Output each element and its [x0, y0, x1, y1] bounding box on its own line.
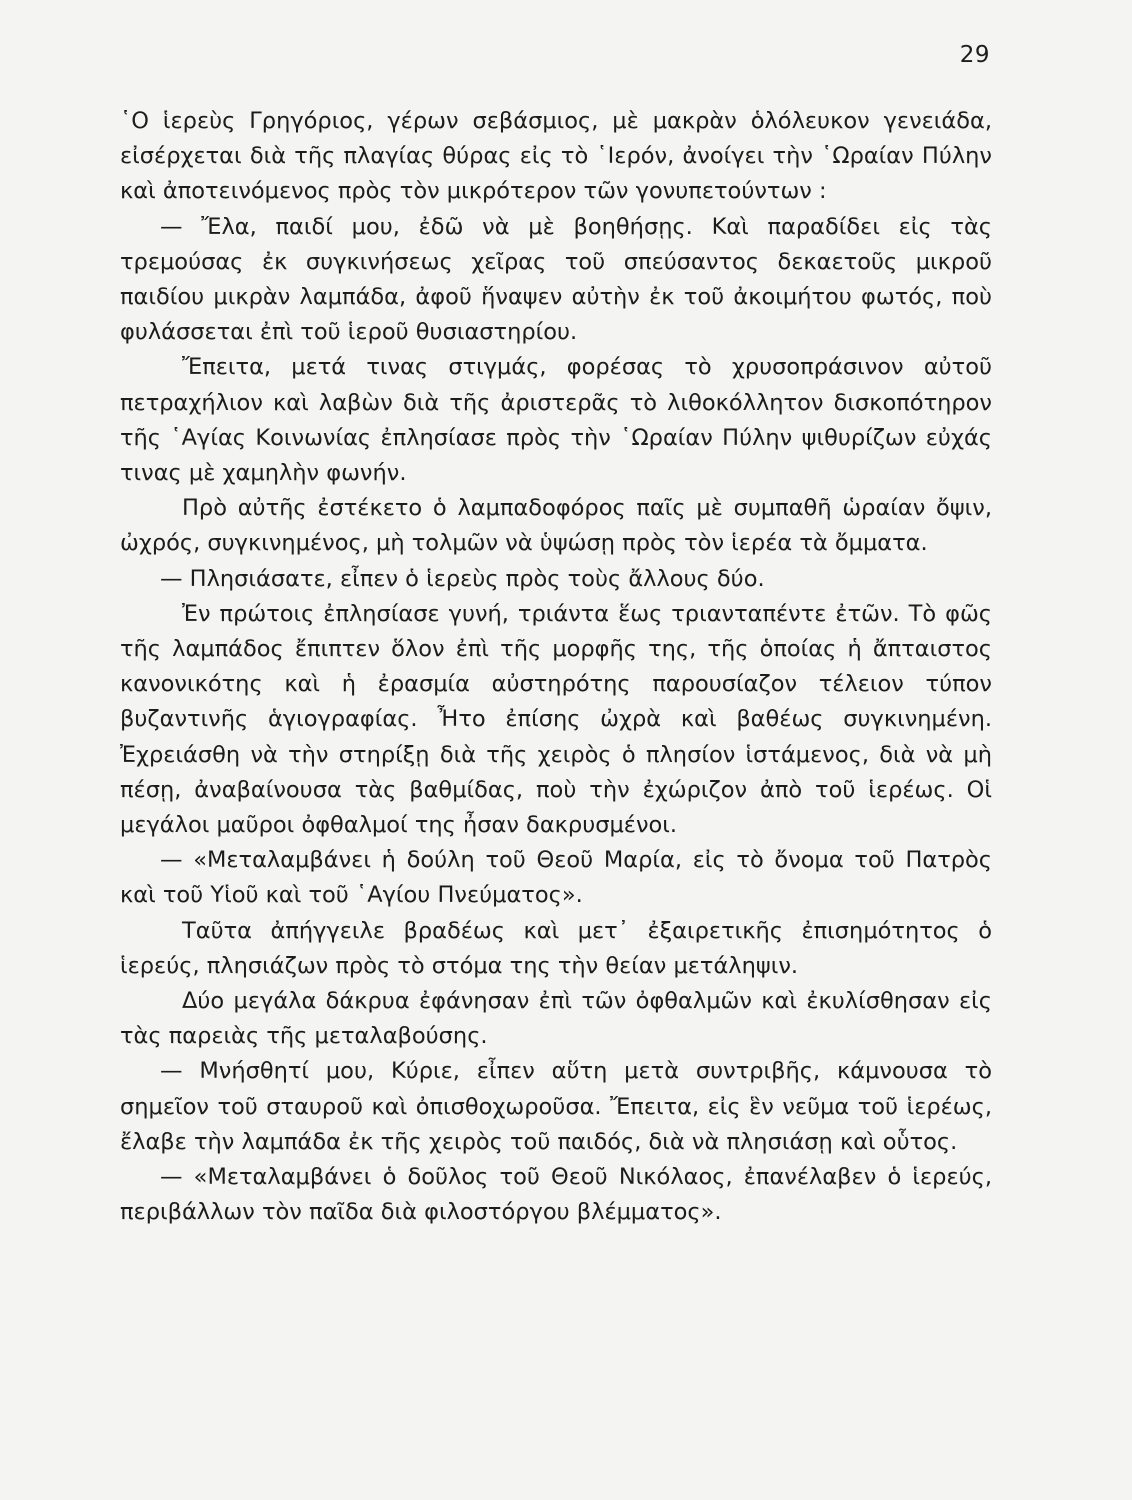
paragraph-6: Ἐν πρώτοις ἐπλησίασε γυνή, τριάντα ἕως τριανταπέντε ἐτῶν. Τὸ φῶς τῆς λαμπάδος ἔπιπτεν ὅλον ἐπὶ τῆς μορφῆς της, τῆς ὁποίας ἡ ἄπταιστος κανονικότης καὶ ἡ ἐρασμία αὐστηρότης παρουσίαζον τέλειον τύπον βυζαντινῆς ἁγιογραφίας. Ἦτο ἐπίσης ὠχρὰ καὶ βαθέως συγκινημένη. Ἐχρειάσθη νὰ τὴν στηρίξῃ διὰ τῆς χειρὸς ὁ πλησίον ἱστάμενος, διὰ νὰ μὴ πέσῃ, ἀναβαίνουσα τὰς βαθμίδας, ποὺ τὴν ἐχώριζον ἀπὸ τοῦ ἱερέως. Οἱ μεγάλοι μαῦροι ὀφθαλμοί της ἦσαν δακρυσμένοι. — [120, 600, 992, 839]
paragraph-9: Δύο μεγάλα δάκρυα ἐφάνησαν ἐπὶ τῶν ὀφθαλμῶν καὶ ἐκυλίσθησαν εἰς τὰς παρειὰς τῆς μεταλαβούσης. — [120, 988, 992, 1050]
paragraph-2: — Ἔλα, παιδί μου, ἐδῶ νὰ μὲ βοηθήσῃς. Καὶ παραδίδει εἰς τὰς τρεμούσας ἐκ συγκινήσεως χεῖρας τοῦ σπεύσαντος δεκαετοῦς μικροῦ παιδίου μικρὰν λαμπάδα, ἀφοῦ ἥναψεν αὐτὴν ἐκ τοῦ ἀκοιμήτου φωτός, ποὺ φυλάσσεται ἐπὶ τοῦ ἱεροῦ θυσιαστηρίου. — [120, 213, 992, 346]
paragraph-1: ῾Ο ἱερεὺς Γρηγόριος, γέρων σεβάσμιος, μὲ μακρὰν ὁλόλευκον γενειάδα, εἰσέρχεται διὰ τῆς πλαγίας θύρας εἰς τὸ ῾Ιερόν, ἀνοίγει τὴν ῾Ωραίαν Πύλην καὶ ἀποτεινόμενος πρὸς τὸν μικρότερον τῶν γονυπετούντων : — [120, 108, 992, 205]
paragraph-8: Ταῦτα ἀπήγγειλε βραδέως καὶ μετ᾽ ἐξαιρετικῆς ἐπισημότητος ὁ ἱερεύς, πλησιάζων πρὸς τὸ στόμα της τὴν θείαν μετάληψιν. — [120, 917, 992, 979]
paragraph-11: — «Μεταλαμβάνει ὁ δοῦλος τοῦ Θεοῦ Νικόλαος, ἐπανέλαβεν ὁ ἱερεύς, περιβάλλων τὸν παῖδα διὰ φιλοστόργου βλέμματος». — [120, 1164, 992, 1226]
paragraph-10: — Μνήσθητί μου, Κύριε, εἶπεν αὕτη μετὰ συντριβῆς, κάμνουσα τὸ σημεῖον τοῦ σταυροῦ καὶ ὀπισθοχωροῦσα. Ἔπειτα, εἰς ἓν νεῦμα τοῦ ἱερέως, ἔλαβε τὴν λαμπάδα ἐκ τῆς χειρὸς τοῦ παιδός, διὰ νὰ πλησιάσῃ καὶ οὗτος. — [120, 1058, 992, 1155]
paragraph-3: Ἔπειτα, μετά τινας στιγμάς, φορέσας τὸ χρυσοπράσινον αὐτοῦ πετραχήλιον καὶ λαβὼν διὰ τῆς ἀριστερᾶς τὸ λιθοκόλλητον δισκοπότηρον τῆς ῾Αγίας Κοινωνίας ἐπλησίασε πρὸς τὴν ῾Ωραίαν Πύλην ψιθυρίζων εὐχάς τινας μὲ χαμηλὴν φωνήν. — [120, 354, 992, 487]
body-text — [120, 104, 992, 1231]
paragraph-5: — Πλησιάσατε, εἶπεν ὁ ἱερεὺς πρὸς τοὺς ἄλλους δύο. — [160, 565, 765, 592]
paragraph-7: — «Μεταλαμβάνει ἡ δούλη τοῦ Θεοῦ Μαρία, εἰς τὸ ὄνομα τοῦ Πατρὸς καὶ τοῦ Υἱοῦ καὶ τοῦ ῾Αγίου Πνεύματος». — [120, 847, 992, 909]
page-number: 29 — [959, 42, 990, 68]
paragraph-4: Πρὸ αὐτῆς ἐστέκετο ὁ λαμπαδοφόρος παῖς μὲ συμπαθῆ ὡραίαν ὄψιν, ὠχρός, συγκινημένος, μὴ τολμῶν νὰ ὑψώσῃ πρὸς τὸν ἱερέα τὰ ὄμματα. — [120, 495, 992, 557]
